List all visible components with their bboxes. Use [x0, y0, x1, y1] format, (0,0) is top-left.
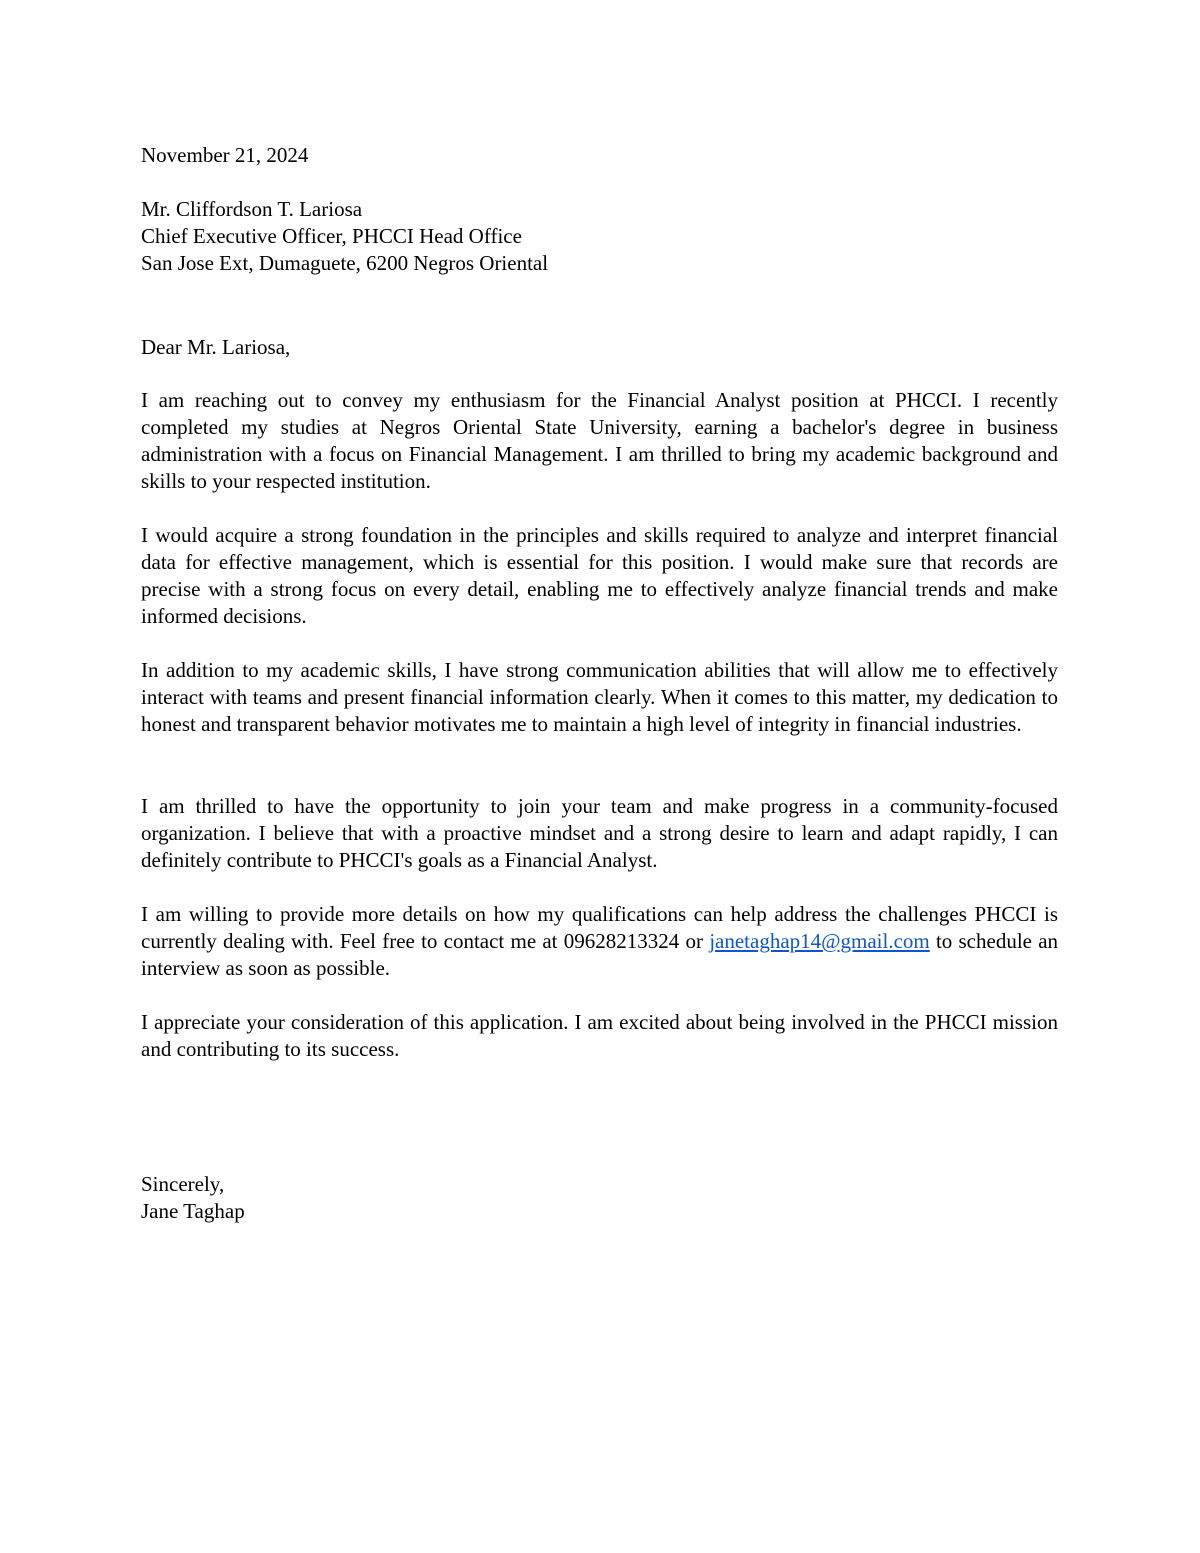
paragraph-text: I would acquire a strong foundation in the principles and skills required to analyze and interpret financial data for effective management, which is essential for this position. I would make sure that records are precise with a strong focus on every detail, enabling me to effectively analyze financial trends and make informed decisions.: [141, 523, 1058, 628]
paragraph-closing-remarks: [141, 1009, 1058, 1063]
paragraph-contact: [141, 901, 1058, 982]
contact-paragraph: [141, 901, 1058, 982]
paragraph-communication: [141, 657, 1058, 738]
paragraph-text: In addition to my academic skills, I have strong communication abilities that will allow me to effectively interact with teams and present financial information clearly. When it comes to this matter, my dedication to honest and transparent behavior motivates me to maintain a high level of integrity in financial industries.: [141, 658, 1058, 736]
paragraph-text: I appreciate your consideration of this application. I am excited about being involved in the PHCCI mission and contributing to its success.: [141, 1010, 1058, 1061]
paragraph-text: I am reaching out to convey my enthusiasm for the Financial Analyst position at PHCCI. I recently completed my studies at Negros Oriental State University, earning a bachelor's degree in business administration with a focus on Financial Management. I am thrilled to bring my academic background and skills to your respected institution.: [141, 388, 1058, 493]
recipient-title: Chief Executive Officer, PHCCI Head Office: [141, 224, 522, 248]
letter-date: November 21, 2024: [141, 143, 309, 167]
paragraph-skills: [141, 522, 1058, 630]
paragraph-text: I am thrilled to have the opportunity to join your team and make progress in a community-focused organization. I believe that with a proactive mindset and a strong desire to learn and adapt rapidly, I can definitely contribute to PHCCI's goals as a Financial Analyst.: [141, 794, 1058, 872]
recipient-address-block: [141, 196, 1058, 277]
email-link[interactable]: janetaghap14@gmail.com: [709, 929, 930, 953]
recipient-address: San Jose Ext, Dumaguete, 6200 Negros Oriental: [141, 251, 549, 275]
salutation-block: [141, 334, 1058, 361]
paragraph-opportunity: [141, 793, 1058, 874]
letter-date-block: [141, 142, 1058, 169]
closing-phrase: Sincerely,: [141, 1172, 225, 1196]
contact-text-after: to schedule an interview as soon as possible.: [141, 929, 1059, 980]
paragraph-intro: [141, 387, 1058, 495]
contact-text-before: I am willing to provide more details on how my qualifications can help address the challenges PHCCI is currently dealing with. Feel free to contact me at 09628213324 or: [141, 902, 1058, 953]
signature-name: Jane Taghap: [141, 1199, 245, 1223]
closing-block: [141, 1171, 1058, 1225]
recipient-name: Mr. Cliffordson T. Lariosa: [141, 197, 363, 221]
salutation: Dear Mr. Lariosa,: [141, 335, 291, 359]
